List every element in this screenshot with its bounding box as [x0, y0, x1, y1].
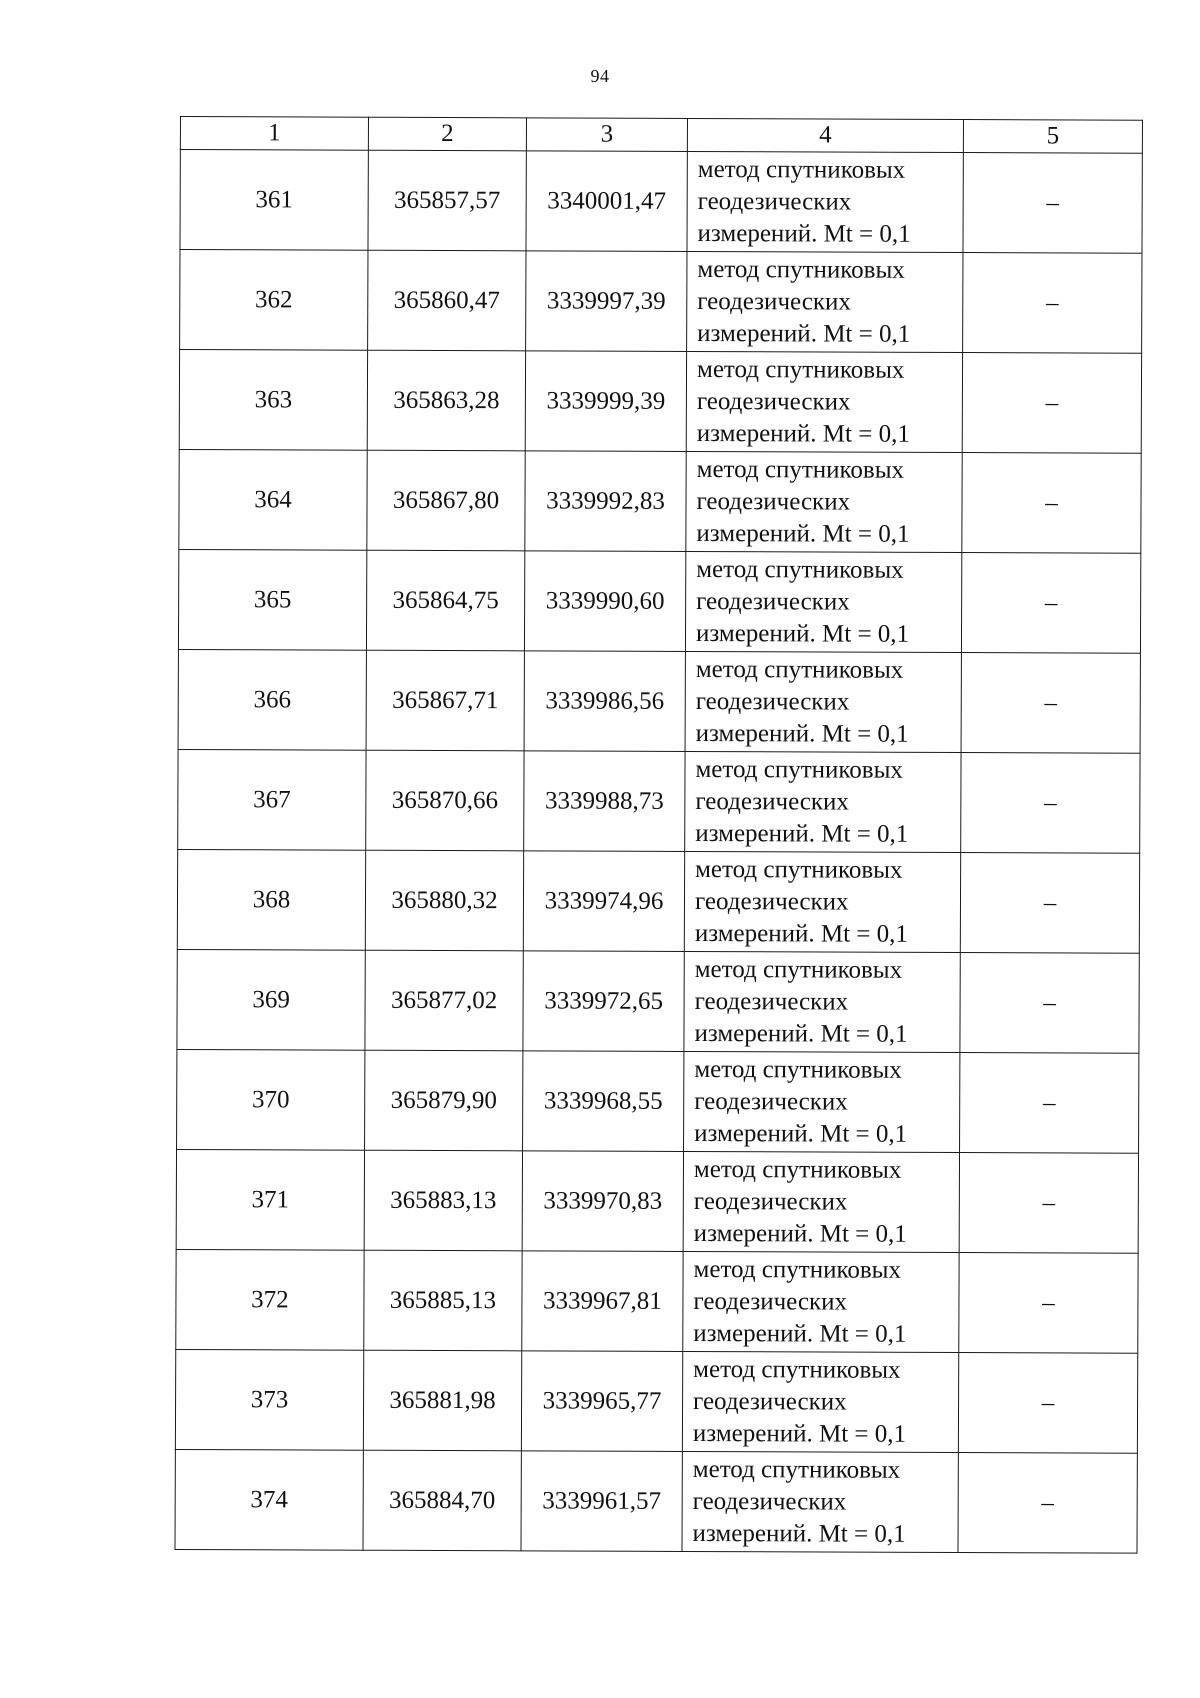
- point-number-cell: 367: [178, 749, 366, 850]
- x-coordinate-cell: 365879,90: [365, 1050, 523, 1151]
- note-cell: –: [963, 253, 1142, 354]
- note-cell: –: [958, 1352, 1137, 1453]
- method-text-line: метод спутниковых: [695, 755, 903, 784]
- method-text-line: метод спутниковых: [694, 1055, 902, 1084]
- method-text-line: измерений. Mt = 0,1: [695, 619, 910, 648]
- method-text-line: геодезических: [696, 587, 850, 616]
- method-text-line: метод спутниковых: [694, 955, 903, 984]
- table-row: [178, 549, 1140, 653]
- x-coordinate-cell: 365877,02: [365, 950, 523, 1051]
- column-header-3: 3: [526, 118, 687, 152]
- table-row: [179, 350, 1141, 454]
- column-header-2: 2: [368, 117, 526, 151]
- method-cell: [685, 751, 961, 852]
- method-cell: [684, 1051, 960, 1152]
- note-cell: –: [963, 153, 1142, 254]
- method-cell: [685, 551, 961, 652]
- x-coordinate-cell: 365884,70: [363, 1450, 521, 1551]
- method-text-line: измерений. Mt = 0,1: [697, 219, 911, 248]
- method-text-line: измерений. Mt = 0,1: [696, 419, 910, 448]
- point-number-cell: 365: [178, 549, 366, 650]
- method-text-line: измерений. Mt = 0,1: [696, 519, 910, 548]
- point-number-cell: 364: [179, 449, 367, 550]
- y-coordinate-cell: 3339999,39: [525, 351, 686, 452]
- point-number-cell: 369: [177, 949, 365, 1050]
- y-coordinate-cell: 3339970,83: [522, 1151, 683, 1252]
- method-cell: [684, 951, 960, 1052]
- x-coordinate-cell: 365857,57: [368, 150, 526, 251]
- y-coordinate-cell: 3339988,73: [524, 751, 685, 852]
- method-text-line: измерений. Mt = 0,1: [692, 1519, 906, 1548]
- y-coordinate-cell: 3339972,65: [523, 951, 684, 1052]
- y-coordinate-cell: 3339997,39: [526, 251, 687, 352]
- method-text-line: измерений. Mt = 0,1: [694, 1119, 908, 1148]
- y-coordinate-cell: 3339967,81: [522, 1251, 683, 1352]
- table-row: [177, 849, 1139, 953]
- table-row: [180, 150, 1142, 254]
- x-coordinate-cell: 365860,47: [368, 250, 526, 351]
- method-cell: [686, 351, 962, 452]
- method-text-line: геодезических: [693, 1187, 848, 1216]
- table-row: [179, 449, 1141, 553]
- point-number-cell: 366: [178, 649, 366, 750]
- method-text-line: измерений. Mt = 0,1: [695, 719, 909, 748]
- point-number-cell: 371: [176, 1149, 364, 1250]
- table-row: [177, 949, 1139, 1053]
- method-text-line: метод спутниковых: [696, 355, 905, 384]
- x-coordinate-cell: 365885,13: [364, 1250, 522, 1351]
- table-row: [178, 649, 1140, 753]
- method-text-line: метод спутниковых: [693, 1155, 902, 1184]
- method-text-line: геодезических: [693, 1287, 848, 1316]
- x-coordinate-cell: 365864,75: [366, 550, 524, 651]
- method-text-line: метод спутниковых: [697, 155, 906, 184]
- point-number-cell: 374: [175, 1449, 363, 1550]
- x-coordinate-cell: 365883,13: [364, 1150, 522, 1251]
- point-number-cell: 370: [177, 1049, 365, 1150]
- method-text-line: геодезических: [697, 287, 851, 316]
- method-cell: [683, 1251, 959, 1352]
- table-row: [175, 1449, 1137, 1553]
- x-coordinate-cell: 365867,80: [367, 450, 525, 551]
- note-cell: –: [961, 553, 1140, 654]
- method-text-line: метод спутниковых: [696, 555, 904, 584]
- table-row: [175, 1349, 1137, 1453]
- method-cell: [687, 151, 963, 252]
- method-text-line: геодезических: [695, 787, 850, 816]
- method-text-line: геодезических: [693, 1387, 847, 1416]
- table-row: [178, 749, 1140, 853]
- point-number-cell: 368: [177, 849, 365, 950]
- method-text-line: метод спутниковых: [693, 1355, 901, 1384]
- method-text-line: измерений. Mt = 0,1: [694, 919, 908, 948]
- note-cell: –: [962, 353, 1141, 454]
- y-coordinate-cell: 3339986,56: [524, 651, 685, 752]
- method-text-line: метод спутниковых: [693, 1255, 902, 1284]
- y-coordinate-cell: 3340001,47: [526, 151, 687, 252]
- method-text-line: геодезических: [694, 987, 849, 1016]
- x-coordinate-cell: 365867,71: [366, 650, 524, 751]
- y-coordinate-cell: 3339968,55: [523, 1051, 684, 1152]
- method-cell: [683, 1151, 959, 1252]
- y-coordinate-cell: 3339965,77: [521, 1351, 682, 1452]
- point-number-cell: 372: [176, 1249, 364, 1350]
- page-number: 94: [590, 66, 610, 86]
- x-coordinate-cell: 365881,98: [363, 1350, 521, 1451]
- method-text-line: геодезических: [697, 187, 852, 216]
- note-cell: –: [961, 653, 1140, 754]
- y-coordinate-cell: 3339992,83: [525, 451, 686, 552]
- table-row: [176, 1149, 1138, 1253]
- coordinates-table: [174, 116, 1142, 1554]
- method-cell: [682, 1451, 958, 1552]
- method-text-line: измерений. Mt = 0,1: [694, 1019, 908, 1048]
- method-text-line: геодезических: [695, 687, 850, 716]
- column-header-1: 1: [180, 117, 368, 151]
- table-row: [180, 250, 1142, 354]
- y-coordinate-cell: 3339961,57: [521, 1451, 682, 1552]
- point-number-cell: 362: [180, 250, 368, 351]
- note-cell: –: [960, 953, 1139, 1054]
- header-row: [180, 117, 1142, 154]
- note-cell: –: [959, 1253, 1138, 1354]
- method-text-line: метод спутниковых: [695, 655, 904, 684]
- column-header-5: 5: [963, 120, 1142, 154]
- method-text-line: измерений. Mt = 0,1: [693, 1319, 907, 1348]
- x-coordinate-cell: 365880,32: [365, 850, 523, 951]
- table-body: [175, 150, 1142, 1554]
- y-coordinate-cell: 3339974,96: [523, 851, 684, 952]
- method-text-line: геодезических: [694, 887, 849, 916]
- note-cell: –: [960, 1053, 1139, 1154]
- method-text-line: измерений. Mt = 0,1: [692, 1419, 907, 1448]
- method-text-line: измерений. Mt = 0,1: [693, 1219, 907, 1248]
- method-cell: [685, 651, 961, 752]
- method-cell: [682, 1351, 958, 1452]
- method-text-line: измерений. Mt = 0,1: [697, 319, 911, 348]
- method-text-line: геодезических: [696, 387, 851, 416]
- column-header-4: 4: [687, 118, 963, 152]
- method-cell: [686, 451, 962, 552]
- note-cell: –: [962, 453, 1141, 554]
- note-cell: –: [960, 853, 1139, 954]
- method-text-line: метод спутниковых: [697, 255, 905, 284]
- method-cell: [684, 851, 960, 952]
- table-header: [180, 117, 1142, 154]
- table-row: [177, 1049, 1139, 1153]
- method-text-line: метод спутниковых: [692, 1455, 901, 1484]
- method-cell: [687, 251, 963, 352]
- note-cell: –: [959, 1153, 1138, 1254]
- point-number-cell: 361: [180, 150, 368, 251]
- method-text-line: метод спутниковых: [696, 455, 905, 484]
- method-text-line: геодезических: [692, 1487, 847, 1516]
- note-cell: –: [961, 753, 1140, 854]
- x-coordinate-cell: 365863,28: [367, 350, 525, 451]
- method-text-line: измерений. Mt = 0,1: [695, 819, 909, 848]
- y-coordinate-cell: 3339990,60: [524, 551, 685, 652]
- point-number-cell: 373: [175, 1349, 363, 1450]
- point-number-cell: 363: [179, 350, 367, 451]
- method-text-line: геодезических: [694, 1087, 848, 1116]
- method-text-line: геодезических: [696, 487, 851, 516]
- table-row: [176, 1249, 1138, 1353]
- note-cell: –: [958, 1452, 1137, 1553]
- x-coordinate-cell: 365870,66: [366, 750, 524, 851]
- method-text-line: метод спутниковых: [695, 855, 903, 884]
